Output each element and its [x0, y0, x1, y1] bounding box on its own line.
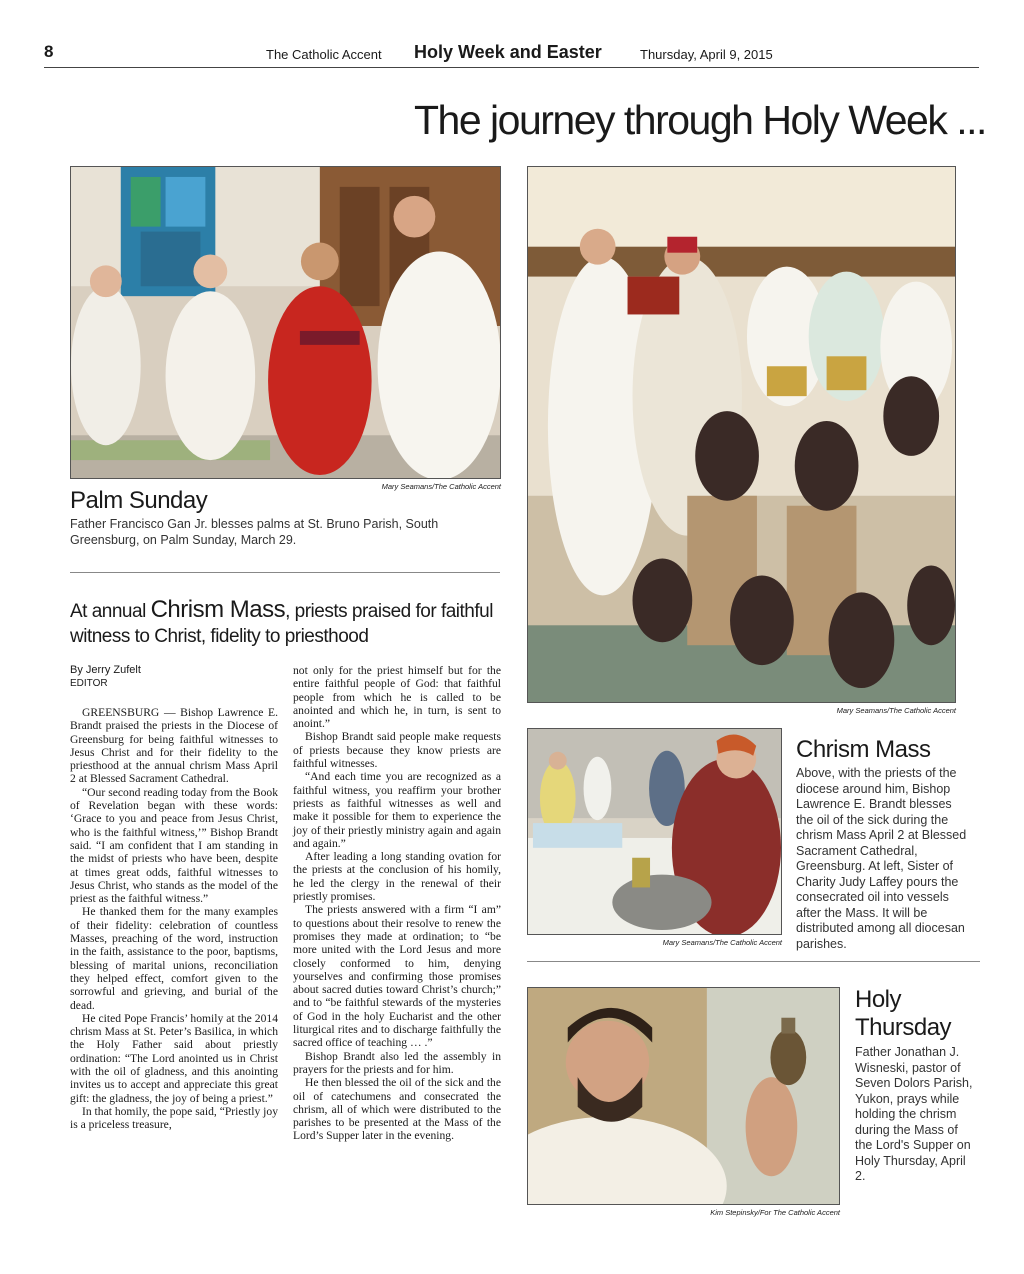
- holy-thursday-title: [855, 986, 951, 1042]
- section-title: Holy Week and Easter: [414, 42, 602, 62]
- article-paragraph: He then blessed the oil of the sick and the oil of catechumens and consecrated the chrism, all of which were distributed to the parishes to be presented at the Mass of the Lord’s Supper later in the evening.: [293, 1076, 501, 1143]
- issue-date: Thursday, April 9, 2015: [640, 47, 773, 62]
- author-role: EDITOR: [70, 678, 108, 689]
- article-subhead: [70, 597, 510, 649]
- chrism-mass-caption: Above, with the priests of the diocese around him, Bishop Lawrence E. Brandt blesses the oil of the sick during the chrism Mass April 2 at Blessed Sacrament Cathedral, Greensburg. At left, Sister of Charity Judy Laffey pours the consecrated oil into vessels after the Mass. It will be distributed among all diocesan parishes.: [796, 766, 967, 951]
- subhead-text: , priests praised for faithful witness to Christ, fidelity to priesthood: [70, 601, 493, 647]
- title-line: Holy: [855, 986, 902, 1013]
- header-rule: [44, 67, 979, 68]
- page-headline: The journey through Holy Week ...: [414, 97, 986, 143]
- subhead-text: At annual: [70, 601, 151, 622]
- article-paragraph: He thanked them for the many examples of their fidelity: celebration of countless Masses, preaching of the word, instruction in the faith, assistance to the poor, baptisms, blessing of marital unions, reconciliation they helped effect, comfort given to the sorrowful and grieving, and burial of the dead.: [70, 905, 278, 1012]
- photo-credit: Mary Seamans/The Catholic Accent: [836, 706, 956, 715]
- holy-thursday-caption: Father Jonathan J. Wisneski, pastor of Seven Dolors Parish, Yukon, prays while holding the chrism during the Mass of the Lord's Supper on Holy Thursday, April 2.: [855, 1045, 973, 1183]
- photo-credit: Mary Seamans/The Catholic Accent: [662, 938, 782, 947]
- divider: [70, 572, 500, 573]
- article-paragraph: Bishop Brandt also led the assembly in prayers for the priests and for him.: [293, 1049, 501, 1076]
- article-paragraph: GREENSBURG — Bishop Lawrence E. Brandt praised the priests in the Diocese of Greensburg for being faithful witnesses to Jesus Christ and for their fidelity to the priesthood at the annual chrism Mass April 2 at Blessed Sacrament Cathedral.: [70, 706, 278, 786]
- author-name: By Jerry Zufelt: [70, 664, 141, 676]
- chrism-mass-title: Chrism Mass: [796, 736, 931, 763]
- article-paragraph: “And each time you are recognized as a faithful witness, you reaffirm your brother priests as faithful witnesses as well and make it possible for them to experience the joy of their priestly ministry again and again and again.”: [293, 770, 501, 850]
- article-paragraph: not only for the priest himself but for the entire faithful people of God: that faithful people from which he is called to be anointed and which he, in turn, is sent to anoint.”: [293, 664, 501, 731]
- oil-pouring-photo: [527, 728, 782, 935]
- page-number: 8: [44, 42, 54, 61]
- article-column-1: [70, 706, 278, 1132]
- article-paragraph: “Our second reading today from the Book of Revelation began with these words: ‘Grace to you and peace from Jesus Christ, who is the faithful witness,’” Bishop Brandt said. “I am confident that I am standing in the midst of priests who have been, despite at times great odds, faithful witnesses to Jesus Christ, who stands as the model of the priest as the faithful witness.”: [70, 785, 278, 906]
- palm-sunday-title: Palm Sunday: [70, 487, 208, 514]
- palm-sunday-caption: Father Francisco Gan Jr. blesses palms at St. Bruno Parish, South Greensburg, on Palm Sunday, March 29.: [70, 517, 439, 547]
- photo-credit: Mary Seamans/The Catholic Accent: [381, 482, 501, 491]
- title-line: Thursday: [855, 1014, 952, 1041]
- subhead-emphasis: Chrism Mass: [150, 596, 286, 623]
- publication-name: The Catholic Accent: [266, 47, 382, 62]
- article-paragraph: He cited Pope Francis’ homily at the 2014 chrism Mass at St. Peter’s Basilica, in which the Holy Father said about priestly ordination: “The Lord anointed us in Christ with the oil of gladness, and this anointing invites us to accept and appreciate this great gift: the gladness, the joy of being a priest.”: [70, 1011, 278, 1105]
- palm-sunday-photo: [70, 166, 501, 479]
- article-paragraph: After leading a long standing ovation for the priests at the conclusion of his homily, he led the clergy in the renewal of their priestly promises.: [293, 850, 501, 904]
- article-column-2: [293, 664, 501, 1143]
- holy-thursday-photo: [527, 987, 840, 1205]
- article-paragraph: In that homily, the pope said, “Priestly joy is a priceless treasure,: [70, 1104, 278, 1132]
- byline: [70, 664, 141, 689]
- divider: [527, 961, 980, 962]
- chrism-mass-photo: [527, 166, 956, 703]
- article-paragraph: The priests answered with a firm “I am” to questions about their resolve to renew the promises they made at ordination; to “be more united with the Lord Jesus and more closely conformed to him, denying yourselves and confirming those promises about sacred duties toward Christ’s church;” and to “be faithful stewards of the mysteries of God in the holy Eucharist and the other liturgical rites and to discharge faithfully the sacred office of teaching … .”: [293, 903, 501, 1050]
- photo-credit: Kim Stepinsky/For The Catholic Accent: [710, 1208, 840, 1217]
- article-paragraph: Bishop Brandt said people make requests of priests because they know priests are faithful witnesses.: [293, 730, 501, 771]
